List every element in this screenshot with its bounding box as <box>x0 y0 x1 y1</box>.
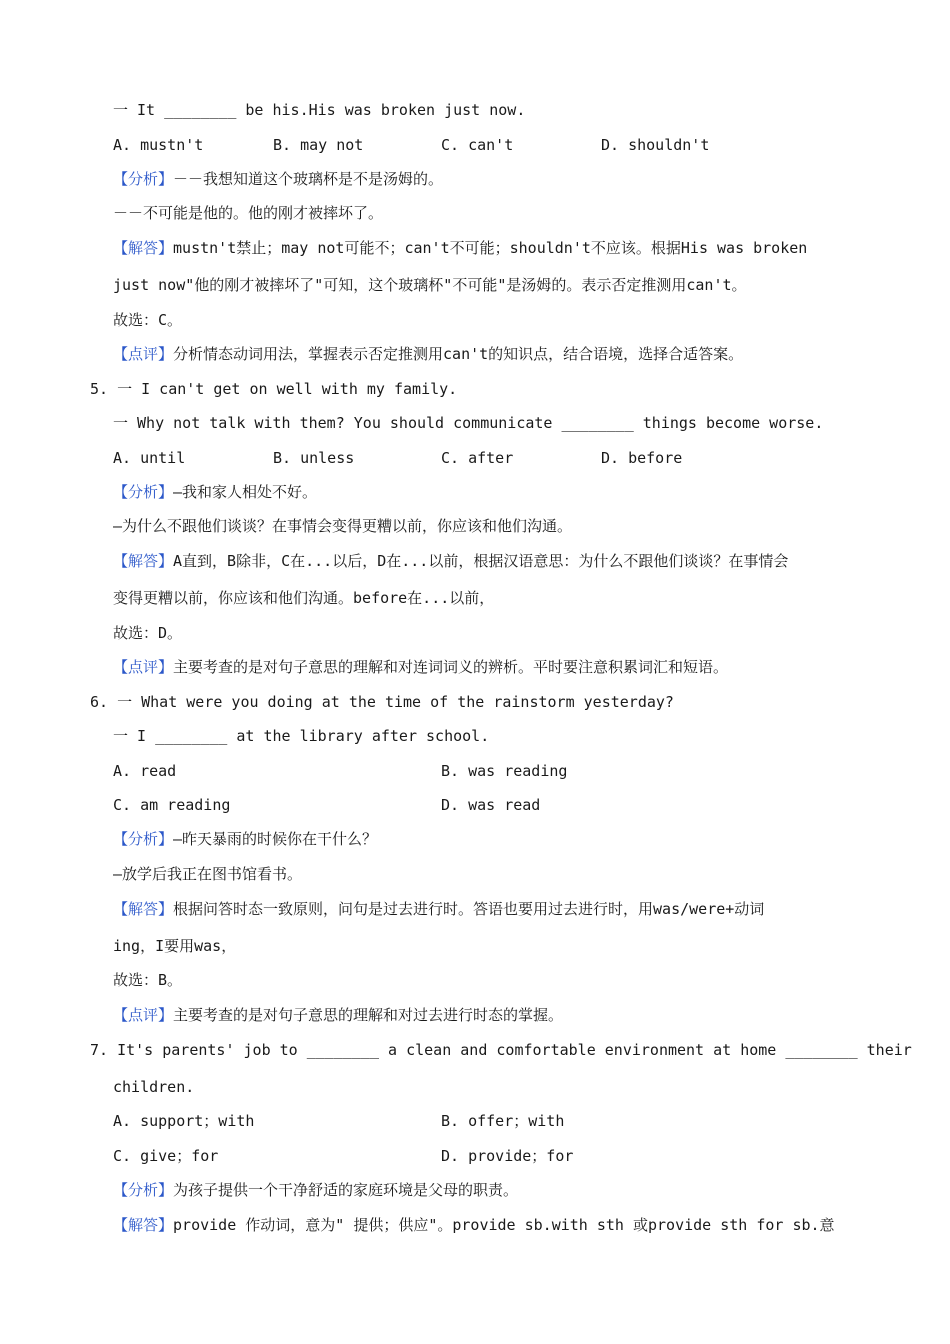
q7-solution <box>113 1215 835 1235</box>
q7-analysis <box>113 1180 518 1200</box>
analysis-tag: 【分析】 <box>113 1181 174 1199</box>
q7-option-c: C. give；for <box>113 1147 219 1165</box>
q5-option-d: D. before <box>601 449 683 467</box>
q5-solution <box>113 551 788 571</box>
q6-option-d: D. was read <box>441 796 541 814</box>
q4-analysis-text-2: －－不可能是他的。他的刚才被摔坏了。 <box>113 204 384 222</box>
q5-question-line-2: 一 Why not talk with them? You should communicate ________ things become worse. <box>113 414 824 432</box>
q4-comment <box>113 344 743 364</box>
comment-tag: 【点评】 <box>113 345 174 363</box>
solution-tag: 【解答】 <box>113 239 174 257</box>
comment-tag: 【点评】 <box>113 658 174 676</box>
q4-answer-line: 一 It ________ be his.His was broken just now. <box>113 101 526 119</box>
q5-question-line-1: 5. 一 I can't get on well with my family. <box>90 380 458 398</box>
q4-option-d: D. shouldn't <box>601 136 710 154</box>
q4-option-c: C. can't <box>441 136 514 154</box>
comment-tag: 【点评】 <box>113 1006 174 1024</box>
q5-solution-text-1: A直到，B除非，C在...以后，D在...以前，根据汉语意思：为什么不跟他们谈谈？在事情会 <box>173 552 789 570</box>
q6-analysis-text-2: —放学后我正在图书馆看书。 <box>113 865 303 883</box>
q4-choice: 故选：C。 <box>113 311 183 329</box>
analysis-tag: 【分析】 <box>113 830 174 848</box>
analysis-tag: 【分析】 <box>113 483 174 501</box>
q6-comment-text: 主要考查的是对句子意思的理解和对过去进行时态的掌握。 <box>173 1006 564 1024</box>
q4-comment-text: 分析情态动词用法，掌握表示否定推测用can't的知识点，结合语境，选择合适答案。 <box>173 345 744 363</box>
q4-solution <box>113 238 807 258</box>
q6-comment <box>113 1005 563 1025</box>
q4-solution-text-2: just now"他的刚才被摔坏了"可知，这个玻璃杯"不可能"是汤姆的。表示否定推测用can't。 <box>113 276 747 294</box>
q4-solution-text-1: mustn't禁止；may not可能不；can't不可能；shouldn't不应该。根据His was broken <box>173 239 808 257</box>
q5-option-c: C. after <box>441 449 514 467</box>
q5-solution-text-2: 变得更糟以前，你应该和他们沟通。before在...以前， <box>113 589 495 607</box>
solution-tag: 【解答】 <box>113 552 174 570</box>
q6-option-c: C. am reading <box>113 796 231 814</box>
q6-analysis-text-1: —昨天暴雨的时候你在干什么？ <box>173 830 378 848</box>
q6-solution <box>113 899 764 919</box>
q6-option-a: A. read <box>113 762 177 780</box>
q7-solution-text-1: provide 作动词，意为" 提供；供应"。provide sb.with sth 或provide sth for sb.意 <box>173 1216 835 1234</box>
q7-question-line-1: 7. It's parents' job to ________ a clean and comfortable environment at home ________ their <box>90 1041 912 1059</box>
solution-tag: 【解答】 <box>113 900 174 918</box>
q5-choice: 故选：D。 <box>113 624 183 642</box>
solution-tag: 【解答】 <box>113 1216 174 1234</box>
q4-option-a: A. mustn't <box>113 136 204 154</box>
q5-comment <box>113 657 728 677</box>
q7-option-b: B. offer；with <box>441 1112 565 1130</box>
q5-analysis-text-1: —我和家人相处不好。 <box>173 483 318 501</box>
q7-option-a: A. support；with <box>113 1112 255 1130</box>
q4-option-b: B. may not <box>273 136 364 154</box>
q5-analysis-text-2: —为什么不跟他们谈谈？在事情会变得更糟以前，你应该和他们沟通。 <box>113 517 573 535</box>
q6-option-b: B. was reading <box>441 762 568 780</box>
q7-analysis-text: 为孩子提供一个干净舒适的家庭环境是父母的职责。 <box>173 1181 519 1199</box>
q4-analysis <box>113 169 443 189</box>
analysis-tag: 【分析】 <box>113 170 174 188</box>
q6-choice: 故选：B。 <box>113 971 183 989</box>
q7-option-d: D. provide；for <box>441 1147 574 1165</box>
q6-analysis <box>113 829 377 849</box>
q5-comment-text: 主要考查的是对句子意思的理解和对连词词义的辨析。平时要注意积累词汇和短语。 <box>173 658 729 676</box>
q5-option-a: A. until <box>113 449 186 467</box>
q5-option-b: B. unless <box>273 449 355 467</box>
q5-analysis <box>113 482 317 502</box>
q6-question-line-2: 一 I ________ at the library after school. <box>113 727 490 745</box>
q6-solution-text-2: ing，I要用was， <box>113 937 237 955</box>
q4-analysis-text-1: －－我想知道这个玻璃杯是不是汤姆的。 <box>173 170 444 188</box>
q6-solution-text-1: 根据问答时态一致原则，问句是过去进行时。答语也要用过去进行时，用was/were+动词 <box>173 900 765 918</box>
q7-question-line-2: children. <box>113 1078 195 1096</box>
q6-question-line-1: 6. 一 What were you doing at the time of the rainstorm yesterday? <box>90 693 674 711</box>
